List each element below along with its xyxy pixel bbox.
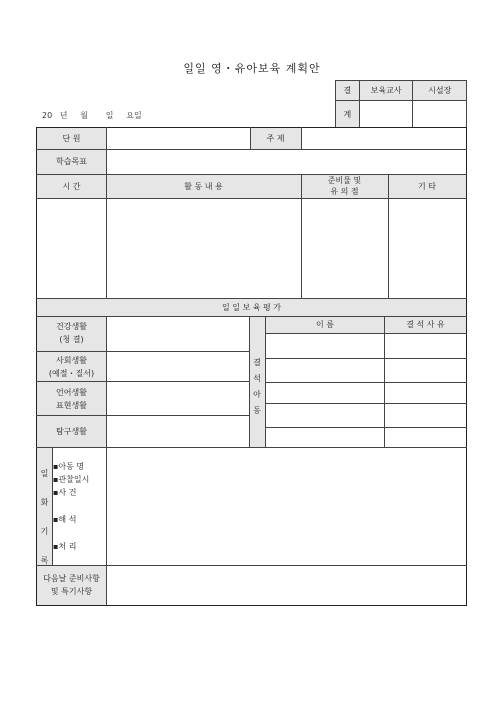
unit-field[interactable] — [107, 128, 249, 149]
evaluation-heading: 일 일 보 육 평 가 — [221, 303, 282, 312]
social-eval-field[interactable] — [107, 352, 249, 381]
diary-label-char: 화 — [40, 498, 49, 507]
area-inquiry-line1: 탐구생활 — [56, 427, 87, 436]
approval-label-top: 결 — [336, 81, 360, 101]
theme-label: 주 제 — [266, 134, 285, 143]
health-eval-field[interactable] — [107, 317, 249, 351]
diary-label-char: 기 — [40, 527, 49, 536]
etc-header: 기 타 — [418, 182, 436, 191]
time-header: 시 간 — [62, 182, 81, 191]
diary-item: ▪해 석 — [53, 515, 77, 524]
theme-field[interactable] — [302, 128, 466, 149]
goal-field[interactable] — [107, 150, 466, 174]
absent-name-header: 이 름 — [316, 320, 334, 329]
next-day-label — [37, 572, 106, 598]
diary-item: ▪처 리 — [53, 542, 77, 551]
diary-label-char: 일 — [40, 469, 49, 478]
diary-label-char: 록 — [40, 556, 49, 565]
next-day-line2: 및 특기사항 — [50, 587, 93, 596]
area-health-line1: 건강생활 — [56, 322, 87, 331]
area-social-line2: (예절・질서) — [48, 369, 95, 378]
area-social-line1: 사회생활 — [56, 356, 87, 365]
inquiry-eval-field[interactable] — [107, 416, 249, 447]
diary-side-label — [37, 459, 52, 575]
time-field[interactable] — [37, 199, 106, 298]
approval-teacher-signature[interactable] — [359, 101, 413, 128]
diary-item: ▪아동 명 — [53, 462, 85, 471]
activity-header: 활 동 내 용 — [184, 182, 223, 191]
absent-label-char: 동 — [253, 406, 261, 415]
approval-director-signature[interactable] — [413, 101, 467, 128]
area-social — [37, 354, 106, 380]
area-language — [37, 386, 106, 412]
goal-label: 학습목표 — [56, 157, 87, 166]
diary-field[interactable] — [107, 448, 466, 565]
approval-box — [335, 80, 467, 128]
next-day-field[interactable] — [107, 566, 466, 605]
unit-label: 단 원 — [62, 134, 81, 143]
diary-item: ▪관찰일시 — [53, 475, 90, 484]
next-day-line1: 다음날 준비사항 — [43, 574, 100, 583]
activity-field[interactable] — [107, 199, 301, 298]
absent-reason-header: 결 석 사 유 — [406, 320, 445, 329]
approval-director-header: 시설장 — [413, 81, 467, 101]
prep-header-line1: 준비물 및 — [327, 176, 362, 185]
absent-label-char: 아 — [253, 390, 261, 399]
prep-field[interactable] — [302, 199, 388, 298]
approval-label-bottom: 계 — [336, 101, 360, 128]
area-inquiry — [37, 425, 106, 438]
etc-field[interactable] — [389, 199, 466, 298]
prep-header — [301, 175, 388, 197]
approval-teacher-header: 보육교사 — [359, 81, 413, 101]
language-eval-field[interactable] — [107, 382, 249, 415]
page-title: 일일 영・유아보육 계획안 — [183, 62, 321, 75]
diary-items — [53, 460, 105, 553]
diary-item: ▪사 건 — [53, 488, 77, 497]
area-health-line2: (청 결) — [59, 335, 84, 344]
absent-children-label — [249, 355, 265, 419]
absent-label-char: 결 — [253, 358, 261, 367]
area-health — [37, 320, 106, 346]
area-language-line1: 언어생활 — [56, 388, 87, 397]
area-language-line2: 표현생활 — [56, 401, 87, 410]
prep-header-line2: 유 의 점 — [330, 187, 359, 196]
absent-label-char: 석 — [253, 374, 261, 383]
date-line: 20 년 월 일 요일 — [42, 111, 142, 120]
